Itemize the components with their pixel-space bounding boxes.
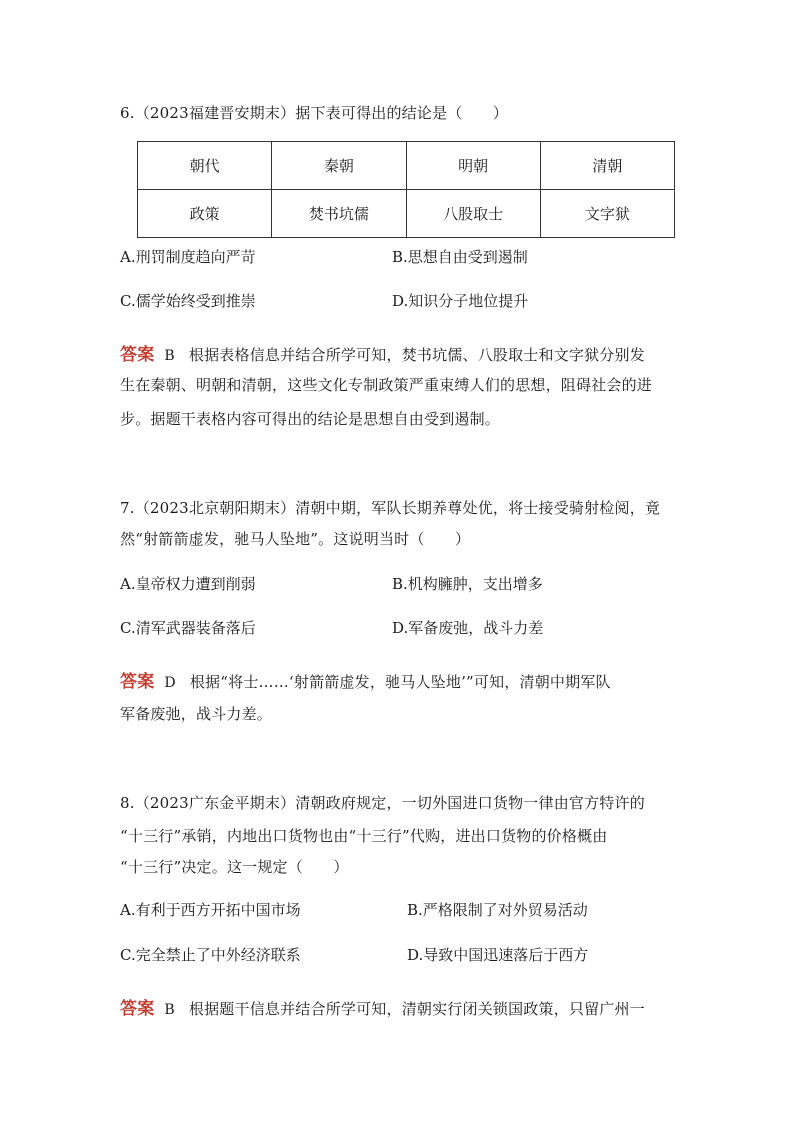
q7-stem-2: 然“射箭箭虚发，驰马人坠地”。这说明当时（ ）: [120, 530, 471, 548]
q8-option-a: A.有利于西方开拓中国市场: [120, 901, 301, 919]
table-row: [138, 190, 675, 238]
q7-stem-1: 7.（2023北京朝阳期末）清朝中期，军队长期养尊处优，将士接受骑射检阅，竟: [120, 499, 661, 517]
table-cell: 秦朝: [272, 142, 406, 190]
answer-label: 答案: [120, 345, 155, 365]
q6-table: [137, 141, 675, 238]
answer-label: 答案: [120, 999, 155, 1019]
q6-stem: 6.（2023福建晋安期末）据下表可得出的结论是（ ）: [120, 104, 509, 122]
table-cell: 明朝: [406, 142, 540, 190]
q8-stem-3: “十三行”决定。这一规定（ ）: [120, 858, 349, 876]
answer-letter: D: [164, 675, 176, 691]
q8-option-c: C.完全禁止了中外经济联系: [120, 946, 301, 964]
table-cell: 焚书坑儒: [272, 190, 406, 238]
q6-explanation-3: 步。据题干表格内容可得出的结论是思想自由受到遏制。: [120, 410, 501, 428]
table-row: [138, 142, 675, 190]
q6-explanation-1: 根据表格信息并结合所学可知，焚书坑儒、八股取士和文字狱分别发: [188, 346, 645, 364]
q6-explanation-2: 生在秦朝、明朝和清朝，这些文化专制政策严重束缚人们的思想，阻碍社会的进: [120, 376, 653, 394]
q7-option-a: A.皇帝权力遭到削弱: [120, 575, 256, 593]
q8-option-d: D.导致中国迅速落后于西方: [407, 946, 589, 964]
q6-option-a: A.刑罚制度趋向严苛: [120, 248, 256, 266]
answer-letter: B: [164, 1002, 175, 1018]
q8-stem-2: “十三行”承销，内地出口货物也由“十三行”代购，进出口货物的价格概由: [120, 827, 608, 845]
q7-option-d: D.军备废弛，战斗力差: [392, 619, 544, 637]
q8-explanation-1: 根据题干信息并结合所学可知，清朝实行闭关锁国政策，只留广州一: [188, 1000, 645, 1018]
q7-explanation-1: 根据“将士……‘射箭箭虚发，驰马人坠地’”可知，清朝中期军队: [189, 673, 611, 691]
q6-option-d: D.知识分子地位提升: [392, 292, 529, 310]
q8-stem-1: 8.（2023广东金平期末）清朝政府规定，一切外国进口货物一律由官方特许的: [120, 794, 645, 812]
q8-answer-line: [120, 994, 645, 1019]
table-cell: 文字狱: [540, 190, 674, 238]
table-cell: 朝代: [138, 142, 272, 190]
table-cell: 清朝: [540, 142, 674, 190]
q6-option-c: C.儒学始终受到推崇: [120, 292, 256, 310]
q7-explanation-2: 军备废弛，战斗力差。: [120, 705, 273, 723]
answer-letter: B: [164, 348, 175, 364]
table-cell: 政策: [138, 190, 272, 238]
q6-answer-line: [120, 340, 645, 365]
q7-option-c: C.清军武器装备落后: [120, 619, 256, 637]
table-cell: 八股取士: [406, 190, 540, 238]
answer-label: 答案: [120, 672, 155, 692]
q7-answer-line: [120, 667, 611, 692]
q6-option-b: B.思想自由受到遏制: [392, 248, 528, 266]
q7-option-b: B.机构臃肿，支出增多: [392, 575, 543, 593]
q8-option-b: B.严格限制了对外贸易活动: [407, 901, 588, 919]
